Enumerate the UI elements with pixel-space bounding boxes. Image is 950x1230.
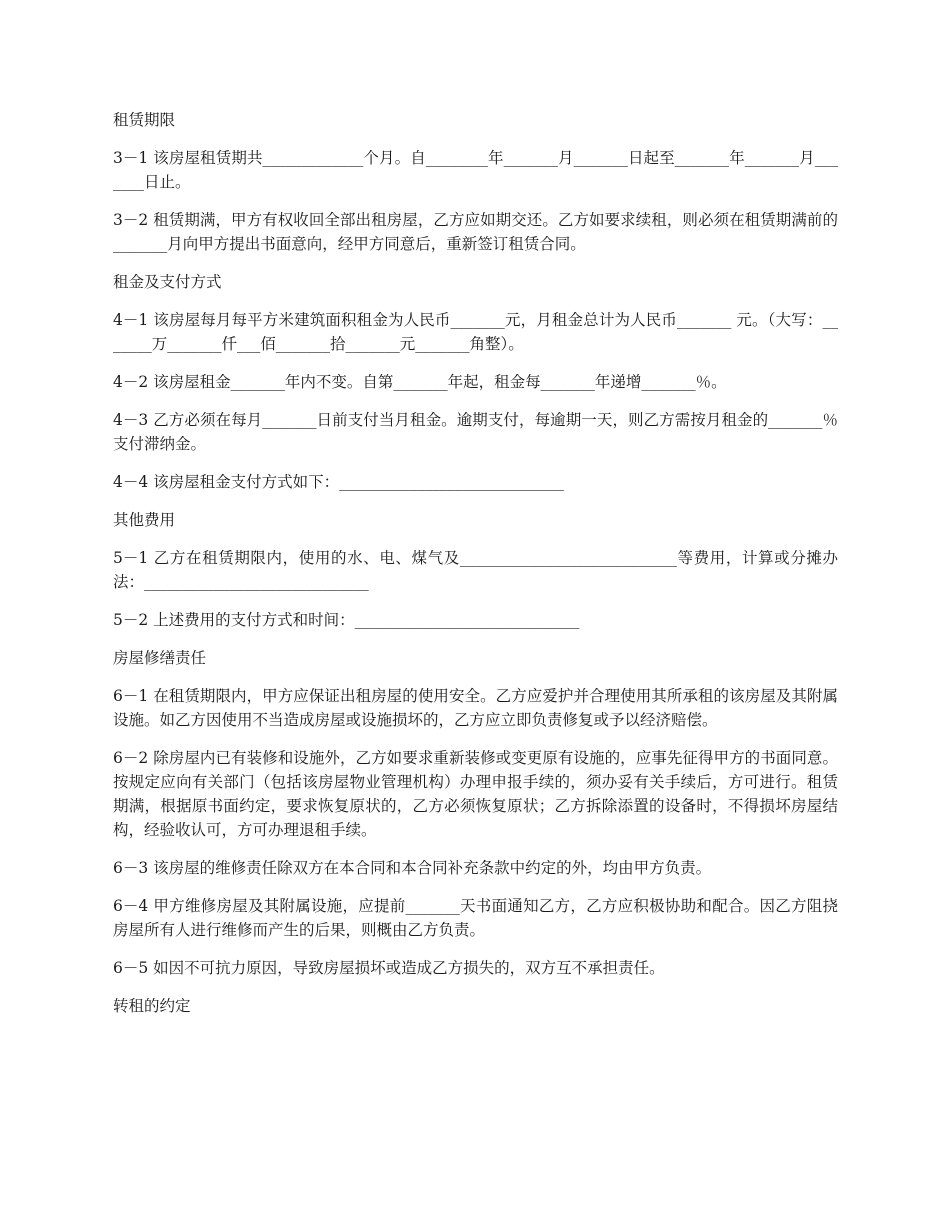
clause-6-3: 6－3 该房屋的维修责任除双方在本合同和本合同补充条款中约定的外，均由甲方负责。 — [113, 859, 712, 877]
clause-4-2: 4－2 该房屋租金_______年内不变。自第_______年起，租金每_______年递增_______％。 — [113, 373, 727, 391]
section-heading-sublease: 转租的约定 — [113, 997, 191, 1015]
clause-3-2: 3－2 租赁期满，甲方有权收回全部出租房屋，乙方应如期交还。乙方如要求续租，则必须在租赁期满前的_______月向甲方提出书面意向，经甲方同意后，重新签订租赁合同。 — [113, 211, 838, 253]
clause-4-3: 4－3 乙方必须在每月_______日前支付当月租金。逾期支付，每逾期一天，则乙方需按月租金的_______％支付滞纳金。 — [113, 411, 838, 453]
clause-3-1: 3－1 该房屋租赁期共_____________个月。自________年_______月_______日起至_______年_______月_______日止。 — [113, 149, 838, 191]
document-page — [113, 108, 838, 1032]
clause-4-1: 4－1 该房屋每月每平方米建筑面积租金为人民币_______元，月租金总计为人民币_______ 元。（大写：_______万_______仟___佰_______拾_______元_______角整）。 — [113, 311, 838, 353]
section-heading-lease-term: 租赁期限 — [113, 111, 176, 129]
section-heading-repair-responsibility: 房屋修缮责任 — [113, 649, 207, 667]
clause-6-2: 6－2 除房屋内已有装修和设施外，乙方如要求重新装修或变更原有设施的，应事先征得甲方的书面同意。按规定应向有关部门（包括该房屋物业管理机构）办理申报手续的，须办妥有关手续后，方可进行。租赁期满，根据原书面约定，要求恢复原状的，乙方必须恢复原状；乙方拆除添置的设备时，不得损坏房屋结构，经验收认可，方可办理退租手续。 — [113, 749, 838, 839]
section-heading-other-fees: 其他费用 — [113, 511, 176, 529]
section-heading-rent-payment: 租金及支付方式 — [113, 273, 222, 291]
clause-4-4: 4－4 该房屋租金支付方式如下：_____________________________ — [113, 473, 564, 491]
clause-6-4: 6－4 甲方维修房屋及其附属设施，应提前_______天书面通知乙方，乙方应积极协助和配合。因乙方阻挠房屋所有人进行维修而产生的后果，则概由乙方负责。 — [113, 897, 838, 939]
clause-5-1: 5－1 乙方在租赁期限内，使用的水、电、煤气及____________________________等费用，计算或分摊办法：_____________________________ — [113, 549, 838, 591]
clause-5-2: 5－2 上述费用的支付方式和时间：_____________________________ — [113, 611, 580, 629]
clause-6-1: 6－1 在租赁期限内，甲方应保证出租房屋的使用安全。乙方应爱护并合理使用其所承租的该房屋及其附属设施。如乙方因使用不当造成房屋或设施损坏的，乙方应立即负责修复或予以经济赔偿。 — [113, 687, 838, 729]
clause-6-5: 6－5 如因不可抗力原因，导致房屋损坏或造成乙方损失的，双方互不承担责任。 — [113, 959, 665, 977]
